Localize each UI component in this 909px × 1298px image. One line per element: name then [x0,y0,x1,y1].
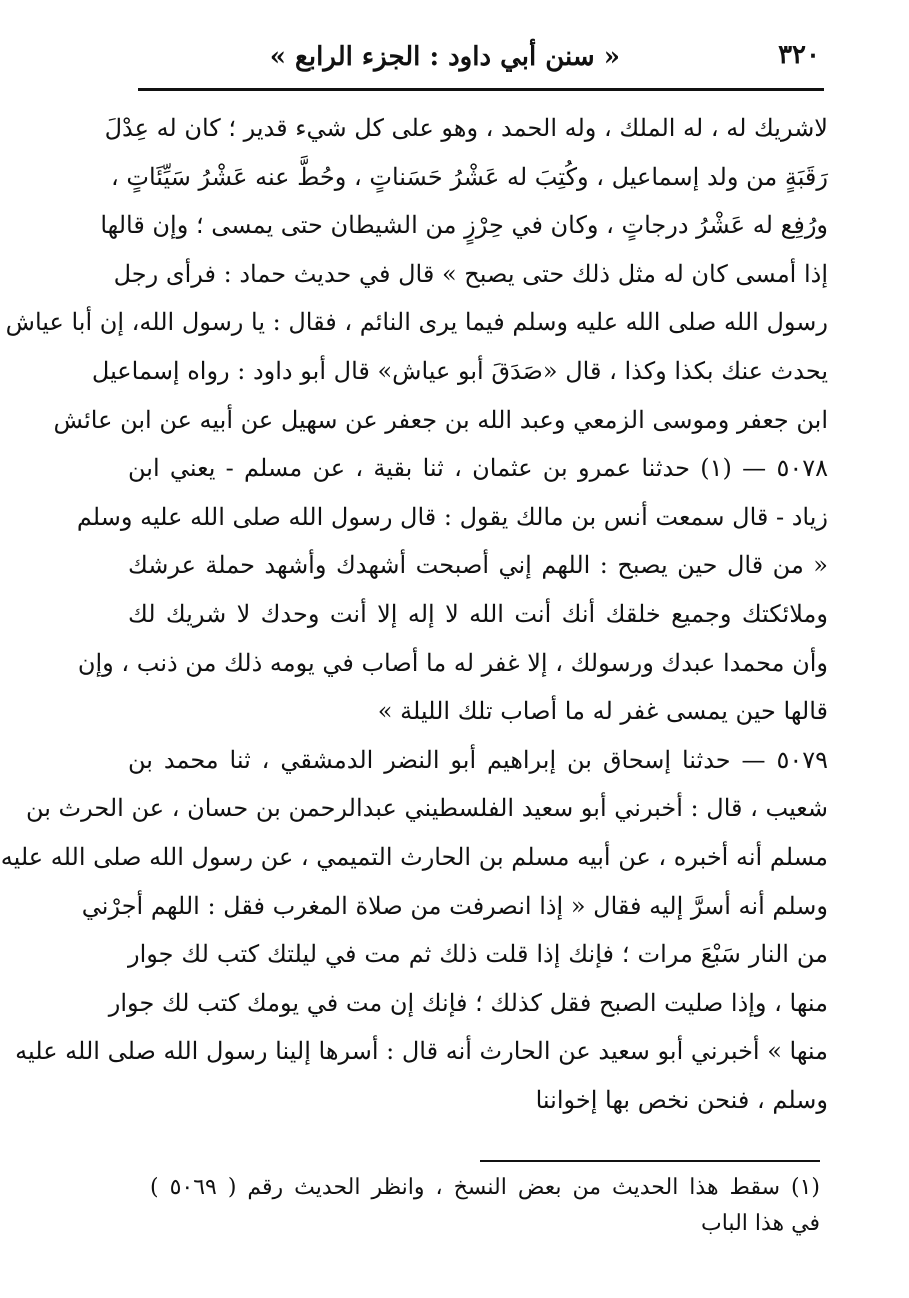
text-line: يحدث عنك بكذا وكذا ، قال «صَدَقَ أبو عياش» قال أبو داود : رواه إسماعيل [91,356,828,385]
header-rule [138,88,824,91]
text-line: منها » أخبرني أبو سعيد عن الحارث أنه قال : أسرها إلينا رسول الله صلى الله عليه [15,1037,828,1066]
hadith-5078-start: ٥٠٧٨ — (١) حدثنا عمرو بن عثمان ، ثنا بقية ، عن مسلم - يعني ابن [128,454,829,483]
hadith-5079-start: ٥٠٧٩ — حدثنا إسحاق بن إبراهيم أبو النضر الدمشقي ، ثنا محمد بن [128,745,828,774]
text-line: مسلم أنه أخبره ، عن أبيه مسلم بن الحارث التميمي ، عن رسول الله صلى الله عليه [0,842,828,871]
text-line: من النار سَبْعَ مرات ؛ فإنك إذا قلت ذلك ثم مت في ليلتك كتب لك جوار [128,940,828,969]
text-line: « من قال حين يصبح : اللهم إني أصبحت أشهدك وأشهد حملة عرشك [128,551,828,580]
text-line: لاشريك له ، له الملك ، وله الحمد ، وهو على كل شيء قدير ؛ كان له عِدْلَ [104,114,828,142]
footnote [150,1170,820,1242]
page-header [140,38,820,78]
text-line: رَقَبَةٍ من ولد إسماعيل ، وكُتِبَ له عَشْرُ حَسَناتٍ ، وحُطَّ عنه عَشْرُ سَيِّئَاتٍ ، [110,162,828,191]
text-line: وأن محمدا عبدك ورسولك ، إلا غفر له ما أصاب في يومه ذلك من ذنب ، وإن [77,648,828,677]
text-line: ورُفِع له عَشْرُ درجاتٍ ، وكان في حِرْزٍ من الشيطان حتى يمسى ؛ وإن قالها [100,211,828,240]
text-line: قالها حين يمسى غفر له ما أصاب تلك الليلة » [377,697,828,726]
text-line: رسول الله صلى الله عليه وسلم فيما يرى النائم ، فقال : يا رسول الله، إن أبا عياش [5,308,828,337]
text-line: وملائكتك وجميع خلقك أنك أنت الله لا إله إلا أنت وحدك لا شريك لك [128,599,828,628]
text-line: وسلم أنه أسرَّ إليه فقال « إذا انصرفت من صلاة المغرب فقل : اللهم أجرْني [81,891,828,920]
text-line: زياد - قال سمعت أنس بن مالك يقول : قال رسول الله صلى الله عليه وسلم [76,502,828,531]
footnote-line: (١) سقط هذا الحديث من بعض النسخ ، وانظر الحديث رقم ( ٥٠٦٩ ) [150,1175,820,1200]
page-number: ٣٢٠ [778,40,820,70]
text-line: منها ، وإذا صليت الصبح فقل كذلك ؛ فإنك إن مت في يومك كتب لك جوار [108,988,828,1017]
footnote-rule [480,1160,820,1162]
text-line: شعيب ، قال : أخبرني أبو سعيد الفلسطيني عبدالرحمن بن حسان ، عن الحرث بن [25,794,828,823]
text-line: ابن جعفر وموسى الزمعي وعبد الله بن جعفر عن سهيل عن أبيه عن ابن عائش [53,405,828,434]
main-text [0,104,829,1124]
text-line: وسلم ، فنحن نخص بها إخواننا [535,1085,828,1114]
running-title: « سنن أبي داود : الجزء الرابع » [269,42,620,72]
text-line: إذا أمسى كان له مثل ذلك حتى يصبح » قال في حديث حماد : فرأى رجل [113,259,828,288]
footnote-line: في هذا الباب [701,1211,820,1236]
